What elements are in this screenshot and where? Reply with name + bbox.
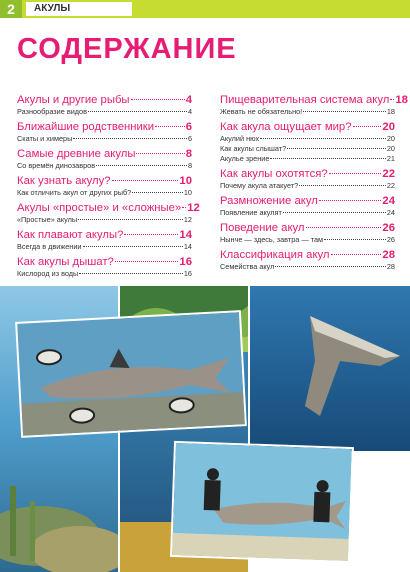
toc-chapter-row[interactable]	[220, 221, 395, 235]
toc-section-row[interactable]	[17, 188, 192, 198]
section-label: АКУЛЫ	[26, 2, 132, 16]
page-title: СОДЕРЖАНИЕ	[17, 33, 237, 65]
toc-leader-dots	[96, 165, 187, 166]
toc-section-title: Как акулы слышат?	[220, 144, 287, 153]
toc-leader-dots	[319, 200, 382, 201]
toc-left-column	[17, 93, 200, 282]
toc-chapter-row[interactable]	[17, 93, 192, 107]
toc-section-page: 20	[386, 134, 395, 143]
toc-leader-dots	[353, 126, 382, 127]
toc-section-row[interactable]	[220, 235, 395, 245]
toc-section-title: Почему акула атакует?	[220, 181, 299, 190]
toc-section-row[interactable]	[17, 134, 192, 144]
toc-section-title: Семейства акул	[220, 262, 275, 271]
toc-leader-dots	[260, 138, 386, 139]
toc-section-title: «Простые» акулы	[17, 215, 78, 224]
toc-section-page: 28	[386, 262, 395, 271]
toc-chapter-page: 28	[382, 249, 395, 261]
toc-section-row[interactable]	[220, 144, 395, 154]
toc-section-page: 21	[386, 154, 395, 163]
toc-leader-dots	[124, 234, 178, 235]
toc-entry	[17, 93, 192, 120]
toc-chapter-page: 16	[179, 256, 192, 268]
toc-chapter-page: 4	[185, 94, 192, 106]
toc-section-row[interactable]	[220, 208, 395, 218]
toc-chapter-title: Как узнать акулу?	[17, 175, 111, 187]
toc-chapter-page: 18	[395, 94, 408, 106]
toc-leader-dots	[115, 261, 179, 262]
toc-entry	[17, 120, 192, 147]
toc-chapter-row[interactable]	[17, 201, 200, 215]
toc-chapter-title: Как акулы охотятся?	[220, 168, 328, 180]
toc-chapter-row[interactable]	[17, 228, 192, 242]
toc-leader-dots	[136, 153, 184, 154]
toc-section-title: Кислород из воды	[17, 269, 79, 278]
toc-section-page: 12	[183, 215, 192, 224]
toc-section-row[interactable]	[220, 262, 395, 272]
toc-entry	[17, 147, 192, 174]
toc-leader-dots	[306, 227, 382, 228]
toc-chapter-title: Пищеварительная система акул	[220, 94, 390, 106]
toc-section-page: 14	[183, 242, 192, 251]
toc-chapter-title: Самые древние акулы	[17, 148, 136, 160]
toc-leader-dots	[83, 246, 183, 247]
toc-leader-dots	[329, 173, 382, 174]
toc-section-row[interactable]	[17, 242, 192, 252]
toc-section-page: 22	[386, 181, 395, 190]
toc-chapter-title: Размножение акул	[220, 195, 318, 207]
toc-leader-dots	[79, 273, 183, 274]
toc-section-page: 26	[386, 235, 395, 244]
toc-section-page: 4	[187, 107, 192, 116]
toc-section-row[interactable]	[220, 181, 395, 191]
toc-entry	[17, 174, 192, 201]
toc-section-page: 8	[187, 161, 192, 170]
toc-section-page: 20	[386, 144, 395, 153]
toc-section-page: 16	[183, 269, 192, 278]
toc-chapter-title: Поведение акул	[220, 222, 305, 234]
blacktip-shark-photo	[15, 310, 247, 438]
toc-section-row[interactable]	[17, 161, 192, 171]
toc-entry	[220, 167, 395, 194]
toc-chapter-title: Как акула ощущает мир?	[220, 121, 352, 133]
toc-chapter-row[interactable]	[220, 93, 408, 107]
toc-chapter-row[interactable]	[220, 167, 395, 181]
toc-chapter-title: Классификация акул	[220, 249, 330, 261]
toc-chapter-title: Акулы «простые» и «сложные»	[17, 202, 182, 214]
toc-chapter-page: 24	[382, 195, 395, 207]
toc-chapter-page: 6	[185, 121, 192, 133]
page-number: 2	[0, 0, 22, 18]
divers-shark-photo	[170, 441, 354, 563]
toc-chapter-row[interactable]	[220, 120, 395, 134]
toc-section-title: Скаты и химеры	[17, 134, 73, 143]
toc-section-title: Акулий нюх	[220, 134, 260, 143]
toc-section-page: 18	[386, 107, 395, 116]
toc-leader-dots	[324, 239, 386, 240]
toc-leader-dots	[299, 185, 386, 186]
toc-spacer	[220, 272, 395, 275]
toc-section-title: Со времён динозавров	[17, 161, 96, 170]
toc-chapter-title: Акулы и другие рыбы	[17, 94, 130, 106]
toc-entry	[220, 194, 395, 221]
toc-section-row[interactable]	[17, 107, 192, 117]
toc-entry	[220, 248, 395, 275]
toc-chapter-row[interactable]	[17, 255, 192, 269]
toc-leader-dots	[78, 219, 183, 220]
toc-section-row[interactable]	[17, 269, 192, 279]
toc-leader-dots	[275, 266, 385, 267]
toc-leader-dots	[155, 126, 185, 127]
toc-entry	[220, 120, 395, 167]
toc-leader-dots	[303, 111, 386, 112]
toc-leader-dots	[112, 180, 179, 181]
toc-leader-dots	[182, 207, 186, 208]
toc-section-row[interactable]	[17, 215, 192, 225]
toc-section-row[interactable]	[220, 134, 395, 144]
toc-chapter-row[interactable]	[17, 174, 192, 188]
toc-chapter-page: 14	[179, 229, 192, 241]
toc-section-page: 6	[187, 134, 192, 143]
toc-chapter-page: 20	[382, 121, 395, 133]
toc-entry	[220, 93, 408, 120]
toc-section-title: Нынче — здесь, завтра — там	[220, 235, 324, 244]
toc-leader-dots	[270, 158, 385, 159]
toc-chapter-title: Ближайшие родственники	[17, 121, 155, 133]
toc-section-page: 10	[183, 188, 192, 197]
toc-chapter-page: 12	[187, 202, 200, 214]
toc-section-row[interactable]	[220, 154, 395, 164]
toc-leader-dots	[287, 148, 386, 149]
toc-spacer	[17, 279, 192, 282]
toc-leader-dots	[132, 192, 183, 193]
toc-entry	[17, 255, 192, 282]
toc-section-title: Жевать не обязательно!	[220, 107, 303, 116]
toc-leader-dots	[331, 254, 382, 255]
toc-entry	[220, 221, 395, 248]
toc-leader-dots	[88, 111, 187, 112]
toc-chapter-row[interactable]	[220, 194, 395, 208]
hammerhead-photo	[250, 286, 410, 451]
toc-chapter-row[interactable]	[17, 147, 192, 161]
toc-section-title: Появление акулят	[220, 208, 282, 217]
toc-chapter-page: 8	[185, 148, 192, 160]
toc-leader-dots	[390, 99, 394, 100]
toc-chapter-title: Как плавают акулы?	[17, 229, 124, 241]
toc-section-title: Как отличить акул от других рыб?	[17, 188, 132, 197]
toc-section-title: Разнообразие видов	[17, 107, 87, 116]
toc-chapter-row[interactable]	[17, 120, 192, 134]
toc-section-title: Акулье зрение	[220, 154, 270, 163]
toc-chapter-page: 22	[382, 168, 395, 180]
toc-chapter-page: 10	[179, 175, 192, 187]
toc-leader-dots	[131, 99, 185, 100]
toc-section-page: 24	[386, 208, 395, 217]
toc-entry	[17, 201, 200, 228]
toc-chapter-row[interactable]	[220, 248, 395, 262]
toc-chapter-page: 26	[382, 222, 395, 234]
toc-section-title: Всегда в движении	[17, 242, 82, 251]
toc-leader-dots	[73, 138, 187, 139]
toc-chapter-title: Как акулы дышат?	[17, 256, 114, 268]
photo-collage	[0, 286, 410, 572]
toc-section-row[interactable]	[220, 107, 395, 117]
toc-right-column	[220, 93, 408, 275]
toc-leader-dots	[283, 212, 386, 213]
toc-entry	[17, 228, 192, 255]
